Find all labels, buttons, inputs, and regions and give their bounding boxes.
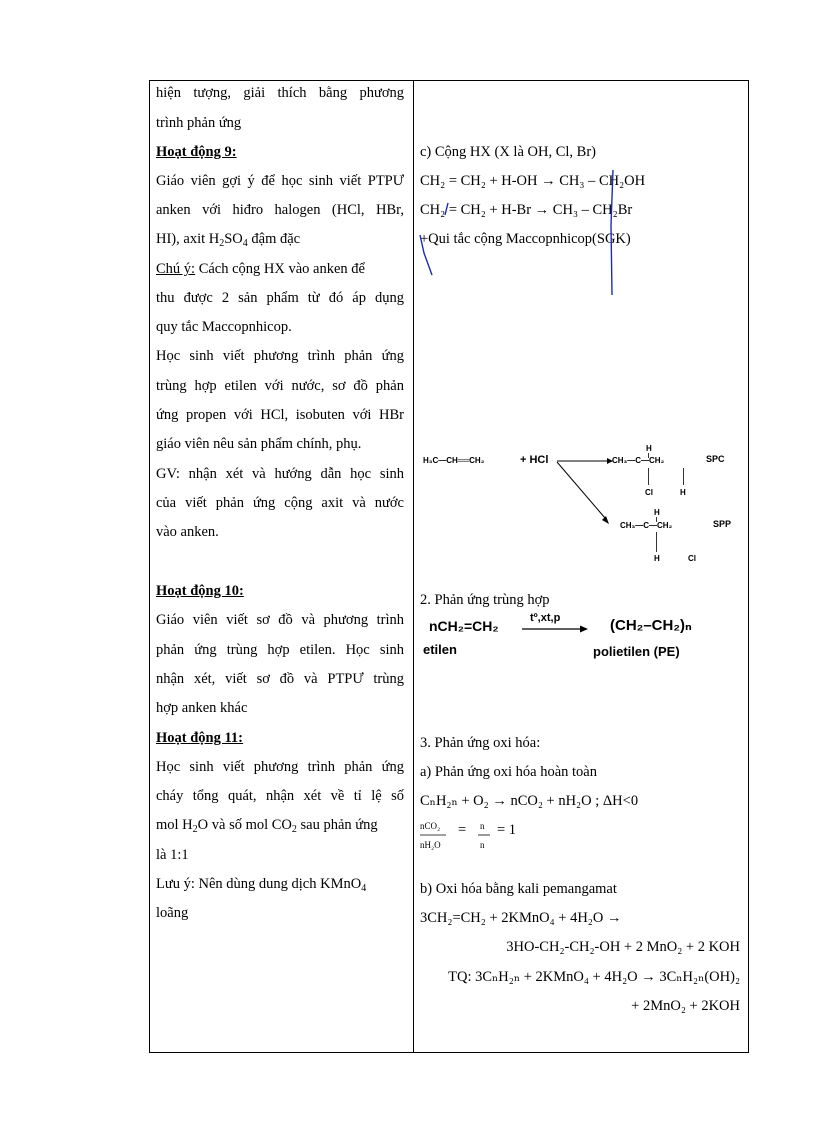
left-line: hiện tượng, giải thích bằng phương — [156, 85, 404, 101]
ratio-equals: = — [458, 822, 467, 838]
spc-h-top: H — [646, 444, 652, 453]
column-divider — [413, 80, 414, 1053]
spp-chain: CH₃—C—CH₂ — [620, 521, 673, 530]
spp-h-top: H — [654, 508, 660, 517]
ratio-numerator: nCO₂ — [420, 821, 441, 831]
left-line: là 1:1 — [156, 847, 189, 863]
spc-chain: CH₃—C—CH₂ — [612, 456, 665, 465]
ratio-denominator: nH₂O — [420, 840, 441, 850]
arrow-side — [557, 462, 605, 518]
ratio-n-denominator: n — [480, 840, 485, 850]
spp-label: SPP — [713, 519, 732, 529]
left-line: mol $H_2O$ và số mol $CO_2$ sau phản ứng — [156, 817, 378, 835]
heading-hoat-dong-10: Hoạt động 10: — [156, 583, 244, 599]
heading-hoat-dong-9: Hoạt động 9: — [156, 144, 237, 160]
reactant-hcl: + HCl — [520, 454, 549, 466]
arrow-head — [602, 516, 609, 524]
arrow-head — [580, 626, 588, 633]
left-line: ứng propen với HCl, isobuten với HBr — [156, 407, 404, 423]
poly-reactant: nCH₂=CH₂ — [429, 618, 499, 634]
left-line: quy tắc Maccopnhicop. — [156, 319, 292, 335]
section-3-title: 3. Phản ứng oxi hóa: — [420, 735, 541, 751]
left-line: phản ứng trùng hợp etilen. Học sinh — [156, 642, 404, 658]
general-equation-line1: TQ: 3CₙH₂ₙ + 2KMnO₄ + 4H₂O → 3CₙH₂ₙ(OH)₂ — [448, 969, 740, 985]
equation-hoh: CH₂ = CH₂ + H-OH → CH₃ – CH₂OH — [420, 173, 646, 189]
combustion-equation: CₙH₂ₙ + O₂ → nCO₂ + nH₂O ; ΔH<0 — [420, 793, 639, 809]
left-line: thu được 2 sản phẩm từ đó áp dụng — [156, 290, 404, 306]
pen-stroke — [445, 203, 448, 215]
left-line: vào anken. — [156, 524, 219, 540]
poly-condition: tº,xt,p — [530, 612, 561, 624]
handwritten-marks — [415, 165, 625, 300]
ratio-bar-n — [478, 834, 492, 836]
general-equation-line2: + 2MnO₂ + 2KOH — [631, 998, 740, 1014]
section-c-title: c) Cộng HX (X là OH, Cl, Br) — [420, 144, 596, 160]
poly-arrow — [522, 624, 590, 634]
pen-stroke — [611, 170, 613, 295]
left-line: trình phản ứng — [156, 115, 242, 131]
left-line: trùng hợp etilen với nước, sơ đồ phản — [156, 378, 404, 394]
left-line: của viết phản ứng cộng axit và nước — [156, 495, 404, 511]
left-line: GV: nhận xét và hướng dẫn học sinh — [156, 466, 404, 482]
left-line: Học sinh viết phương trình phản ứng — [156, 759, 404, 775]
pen-stroke — [420, 235, 432, 275]
spp-bonds — [653, 516, 698, 558]
left-line: Chú ý: Cách cộng HX vào anken để — [156, 261, 365, 277]
markovnikov-rule: +Qui tắc cộng Maccopnhicop(SGK) — [420, 231, 631, 247]
poly-product: (CH₂–CH₂)ₙ — [610, 617, 692, 634]
left-line: hợp anken khác — [156, 700, 248, 716]
ratio-n-numerator: n — [480, 821, 485, 831]
kmno4-equation-line1: 3CH₂=CH₂ + 2KMnO₄ + 4H₂O → — [420, 910, 622, 926]
spc-bonds — [645, 452, 690, 492]
spp-cl: Cl — [688, 554, 696, 563]
left-line: HI), axit $H_2SO_4$ đậm đặc — [156, 231, 301, 249]
kmno4-equation-line2: 3HO-CH₂-CH₂-OH + 2 MnO₂ + 2 KOH — [506, 939, 740, 955]
left-line: cháy tổng quát, nhận xét về tỉ lệ số — [156, 788, 404, 804]
poly-name-etilen: etilen — [423, 642, 457, 657]
section-a-title: a) Phản ứng oxi hóa hoàn toàn — [420, 764, 597, 780]
spc-label: SPC — [706, 454, 725, 464]
left-line: Học sinh viết phương trình phản ứng — [156, 348, 404, 364]
spc-cl: Cl — [645, 488, 653, 497]
spp-h-bottom: H — [654, 554, 660, 563]
spc-h-bottom: H — [680, 488, 686, 497]
left-line: Giáo viên gợi ý để học sinh viết PTPƯ — [156, 173, 404, 189]
reactant-propene: H₃C—CH══CH₂ — [423, 456, 485, 465]
left-line: loãng — [156, 905, 189, 921]
poly-name-pe: polietilen (PE) — [593, 644, 680, 659]
left-line: giáo viên nêu sản phẩm chính, phụ. — [156, 436, 362, 452]
ratio-bar — [420, 834, 450, 836]
equation-hbr: CH₂ = CH₂ + H-Br → CH₃ – CH₂Br — [420, 202, 633, 218]
left-line: Lưu ý: Nên dùng dung dịch KMnO$_4$ — [156, 876, 367, 894]
heading-hoat-dong-11: Hoạt động 11: — [156, 730, 244, 746]
left-line: Giáo viên viết sơ đồ và phương trình — [156, 612, 404, 628]
ratio-value: = 1 — [497, 822, 517, 838]
left-line: nhận xét, viết sơ đồ và PTPƯ trùng — [156, 671, 404, 687]
section-2-title: 2. Phản ứng trùng hợp — [420, 592, 550, 608]
left-line: anken với hiđro halogen (HCl, HBr, — [156, 202, 404, 218]
section-b-title: b) Oxi hóa bằng kali pemangamat — [420, 881, 617, 897]
